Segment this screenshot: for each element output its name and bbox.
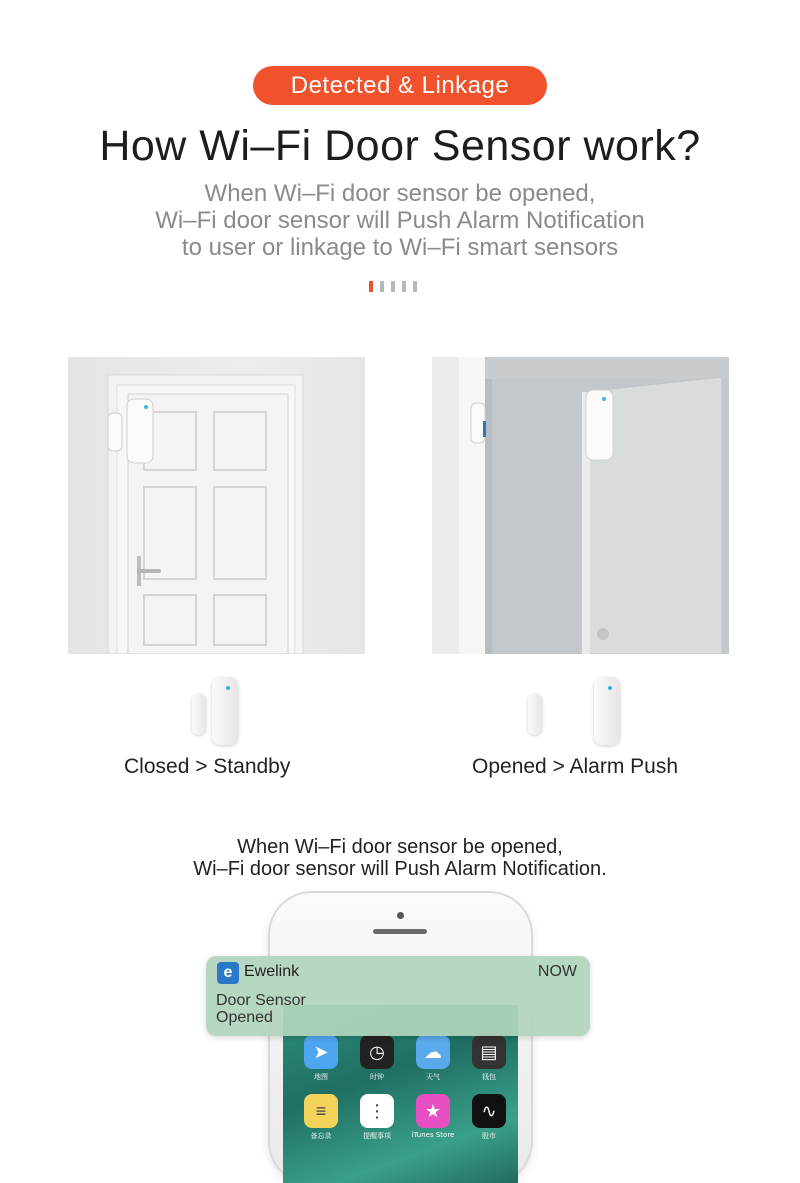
subtitle-line: Wi–Fi door sensor will Push Alarm Notification <box>155 207 645 234</box>
closed-door-illustration <box>68 357 365 654</box>
app-label: 股市 <box>482 1132 496 1140</box>
carousel-indicator <box>369 281 417 292</box>
indicator-dot <box>402 281 406 292</box>
camera-icon <box>397 912 404 919</box>
stocks-icon: ∿ <box>472 1094 506 1128</box>
app-label: 备忘录 <box>310 1132 332 1140</box>
indicator-dot-active <box>369 281 373 292</box>
app-map[interactable] <box>302 1035 340 1082</box>
app-reminders[interactable] <box>358 1094 396 1141</box>
page-title: How Wi–Fi Door Sensor work? <box>99 122 701 170</box>
closed-door-photo <box>68 357 365 654</box>
clock-icon: ◷ <box>360 1035 394 1069</box>
itunes-star-icon: ★ <box>416 1094 450 1128</box>
app-grid <box>302 1035 507 1141</box>
app-label: 提醒事项 <box>363 1132 391 1140</box>
opened-door-photo <box>432 357 729 654</box>
intro-line: When Wi–Fi door sensor be opened, <box>237 836 563 858</box>
intro-line: Wi–Fi door sensor will Push Alarm Notification. <box>193 858 607 880</box>
app-label: 地图 <box>314 1073 328 1081</box>
notes-icon: ≡ <box>304 1094 338 1128</box>
ewelink-app-icon: e <box>217 962 239 984</box>
reminders-icon: ⋮ <box>360 1094 394 1128</box>
app-label: 钱包 <box>482 1073 496 1081</box>
app-notes[interactable] <box>302 1094 340 1141</box>
notification-time: NOW <box>537 963 577 980</box>
wallet-icon: ▤ <box>472 1035 506 1069</box>
subtitle-line: When Wi–Fi door sensor be opened, <box>204 180 596 207</box>
notification-body: Opened <box>216 1009 273 1026</box>
app-wallet[interactable] <box>470 1035 508 1082</box>
opened-state-caption: Opened > Alarm Push <box>472 755 679 778</box>
section-badge: Detected & Linkage <box>253 66 547 105</box>
speaker-grille <box>373 929 427 934</box>
app-clock[interactable] <box>358 1035 396 1082</box>
notification-intro <box>0 836 800 880</box>
app-label: iTunes Store <box>411 1131 455 1139</box>
page-subtitle <box>0 180 800 261</box>
notification-app-name: Ewelink <box>244 963 300 980</box>
app-stocks[interactable] <box>470 1094 508 1141</box>
weather-icon: ☁ <box>416 1035 450 1069</box>
closed-state-caption: Closed > Standby <box>124 755 291 778</box>
opened-door-illustration <box>432 357 729 654</box>
phone-mockup <box>270 893 531 1183</box>
map-icon: ➤ <box>304 1035 338 1069</box>
subtitle-line: to user or linkage to Wi–Fi smart sensors <box>181 234 619 261</box>
indicator-dot <box>413 281 417 292</box>
app-itunes-star[interactable] <box>411 1094 455 1141</box>
app-label: 天气 <box>426 1073 440 1081</box>
notification-title: Door Sensor <box>216 992 306 1009</box>
indicator-dot <box>391 281 395 292</box>
indicator-dot <box>380 281 384 292</box>
push-notification[interactable] <box>206 956 590 1036</box>
app-weather[interactable] <box>414 1035 452 1082</box>
app-label: 时钟 <box>370 1073 384 1081</box>
